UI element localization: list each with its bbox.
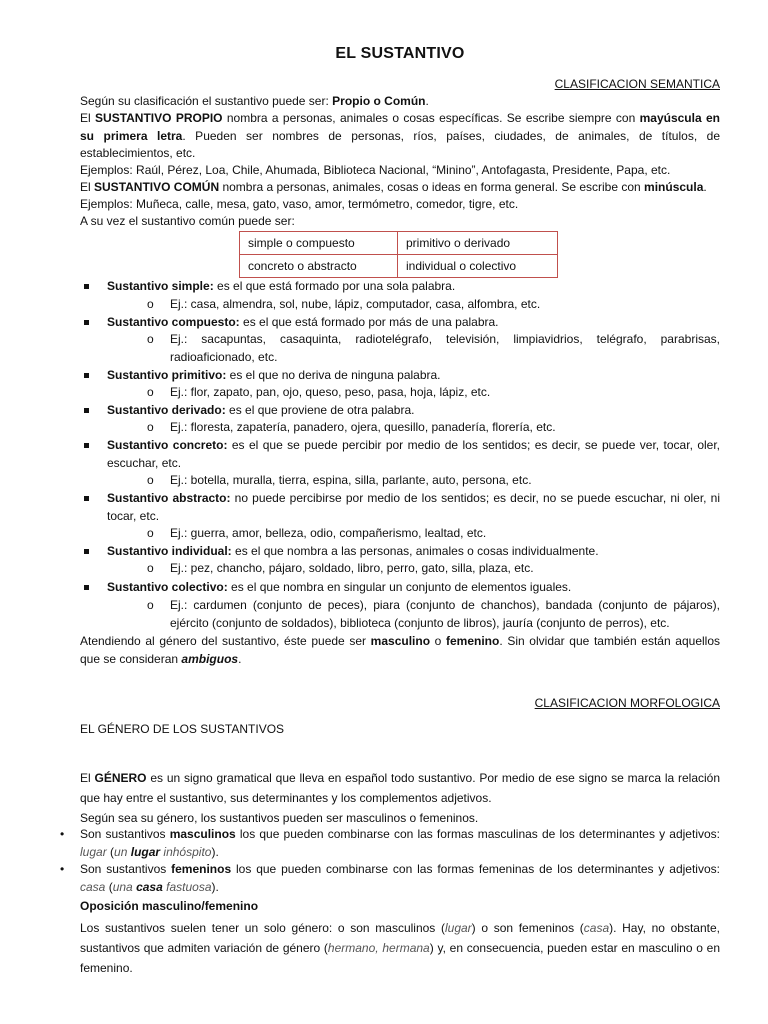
- square-bullet-icon: [84, 284, 89, 289]
- table-cell: concreto o abstracto: [240, 255, 398, 278]
- example-abstracto: o Ej.: guerra, amor, belleza, odio, compañerismo, lealtad, etc.: [170, 525, 720, 543]
- square-bullet-icon: [84, 585, 89, 590]
- square-bullet-icon: [84, 443, 89, 448]
- table-cell: individual o colectivo: [398, 255, 558, 278]
- circle-bullet-icon: o: [147, 332, 154, 346]
- list-item-masculinos: • Son sustantivos masculinos los que pueden combinarse con las formas masculinas de los determinantes y adjetivos: lugar (un lugar inhóspito).: [60, 827, 720, 859]
- section-heading-morfologica: CLASIFICACION MORFOLOGICA: [534, 696, 720, 710]
- list-item-derivado: Sustantivo derivado: es el que proviene de otra palabra.: [80, 402, 720, 420]
- square-bullet-icon: [84, 408, 89, 413]
- example-simple: o Ej.: casa, almendra, sol, nube, lápiz, computador, casa, alfombra, etc.: [170, 296, 720, 314]
- segun-genero-line: Según sea su género, los sustantivos pueden ser masculinos o femeninos.: [80, 811, 479, 825]
- a-su-vez-line: A su vez el sustantivo común puede ser:: [80, 214, 295, 228]
- list-item-colectivo: Sustantivo colectivo: es el que nombra en singular un conjunto de elementos iguales.: [80, 579, 720, 597]
- list-item-individual: Sustantivo individual: es el que nombra a las personas, animales o cosas individualmente.: [80, 543, 720, 561]
- circle-bullet-icon: o: [147, 526, 154, 540]
- square-bullet-icon: [84, 549, 89, 554]
- square-bullet-icon: [84, 373, 89, 378]
- circle-bullet-icon: o: [147, 473, 154, 487]
- circle-bullet-icon: o: [147, 420, 154, 434]
- list-item-abstracto: Sustantivo abstracto: no puede percibirse por medio de los sentidos; es decir, no se puede escuchar, ni oler, ni tocar, etc.: [80, 490, 720, 525]
- genero-heading: EL GÉNERO DE LOS SUSTANTIVOS: [80, 722, 285, 736]
- genero-definition: El GÉNERO es un signo gramatical que lleva en español todo sustantivo. Por medio de ese signo se marca la relación que hay entre el sustantivo, sus determinantes y los complementos adjetivos.: [80, 771, 721, 805]
- circle-bullet-icon: o: [147, 297, 154, 311]
- example-concreto: o Ej.: botella, muralla, tierra, espina, silla, parlante, auto, persona, etc.: [170, 472, 720, 490]
- intro-paragraph: Según su clasificación el sustantivo puede ser: Propio o Común.: [80, 94, 429, 108]
- atendiendo-paragraph: Atendiendo al género del sustantivo, éste puede ser masculino o femenino. Sin olvidar que también están aquellos que se consideran ambiguos.: [80, 634, 720, 666]
- table-cell: primitivo o derivado: [398, 232, 558, 255]
- oposicion-paragraph: Los sustantivos suelen tener un solo género: o son masculinos (lugar) o son femeninos (casa). Hay, no obstante, sustantivos que admiten variación de género (hermano, hermana) y, en consecuencia, pueden estar en masculino o en femenino.: [80, 921, 720, 975]
- example-individual: o Ej.: pez, chancho, pájaro, soldado, libro, perro, gato, silla, plaza, etc.: [170, 560, 720, 578]
- list-item-simple: Sustantivo simple: es el que está formado por una sola palabra.: [80, 278, 720, 296]
- ejemplos-propio: Ejemplos: Raúl, Pérez, Loa, Chile, Ahumada, Biblioteca Nacional, “Minino”, Antofagasta, Presidente, Papa, etc.: [80, 163, 671, 177]
- list-item-compuesto: Sustantivo compuesto: es el que está formado por más de una palabra.: [80, 314, 720, 332]
- example-colectivo: o Ej.: cardumen (conjunto de peces), piara (conjunto de chanchos), bandada (conjunto de pájaros), ejército (conjunto de soldados), biblioteca (conjunto de libros), jauría (conjunto de perros), etc.: [147, 598, 720, 630]
- circle-bullet-icon: o: [147, 385, 154, 399]
- circle-bullet-icon: o: [147, 598, 154, 612]
- oposicion-heading: Oposición masculino/femenino: [80, 899, 259, 913]
- table-row: [240, 255, 558, 278]
- list-item-primitivo: Sustantivo primitivo: es el que no deriva de ninguna palabra.: [80, 367, 720, 385]
- comun-paragraph: El SUSTANTIVO COMÚN nombra a personas, animales, cosas o ideas en forma general. Se escribe con minúscula.: [80, 180, 707, 194]
- square-bullet-icon: [84, 496, 89, 501]
- table-cell: simple o compuesto: [240, 232, 398, 255]
- dot-bullet-icon: •: [60, 862, 65, 876]
- circle-bullet-icon: o: [147, 561, 154, 575]
- page-title: EL SUSTANTIVO: [335, 45, 465, 62]
- section-heading-semantica: CLASIFICACION SEMANTICA: [554, 77, 720, 91]
- classification-table: [239, 231, 558, 278]
- example-derivado: o Ej.: floresta, zapatería, panadero, ojera, quesillo, panadería, florería, etc.: [170, 419, 720, 437]
- table-row: [240, 232, 558, 255]
- example-primitivo: o Ej.: flor, zapato, pan, ojo, queso, peso, pasa, hoja, lápiz, etc.: [170, 384, 720, 402]
- dot-bullet-icon: •: [60, 827, 65, 841]
- ejemplos-comun: Ejemplos: Muñeca, calle, mesa, gato, vaso, amor, termómetro, comedor, tigre, etc.: [80, 197, 519, 211]
- list-item-concreto: Sustantivo concreto: es el que se puede percibir por medio de los sentidos; es decir, se puede ver, tocar, oler, escuchar, etc.: [80, 437, 720, 472]
- list-item-femeninos: • Son sustantivos femeninos los que pueden combinarse con las formas femeninas de los determinantes y adjetivos: casa (una casa fastuosa).: [60, 862, 720, 894]
- example-compuesto: o Ej.: sacapuntas, casaquinta, radiotelégrafo, televisión, limpiavidrios, telégrafo, parabrisas, radioaficionado, etc.: [147, 332, 720, 364]
- square-bullet-icon: [84, 320, 89, 325]
- propio-paragraph: El SUSTANTIVO PROPIO nombra a personas, animales o cosas específicas. Se escribe siempre con mayúscula en su primera letra. Pueden ser nombres de personas, ríos, países, ciudades, de animales, de títulos, de establecimientos, etc.: [80, 111, 720, 160]
